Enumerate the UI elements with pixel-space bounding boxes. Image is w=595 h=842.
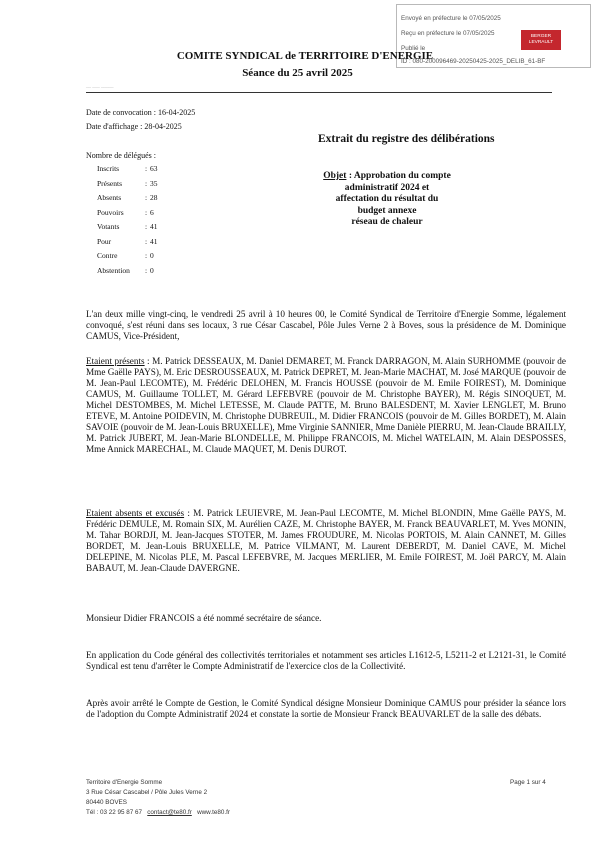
stamp-published: Publié le [401, 45, 426, 52]
delegate-value: 0 [150, 251, 154, 260]
session-date: Séance du 25 avril 2025 [242, 67, 353, 79]
delegate-label: Absents [97, 193, 122, 202]
delegates-heading: Nombre de délégués : [86, 151, 156, 160]
stamp-received: Reçu en préfecture le 07/05/2025 [401, 30, 495, 37]
delegate-label: Contre [97, 251, 118, 260]
convocation-date: Date de convocation : 16-04-2025 [86, 108, 196, 117]
delegate-label: Inscrits [97, 164, 120, 173]
header-smudge: __ ___ _____ [86, 84, 114, 89]
secretary-paragraph: Monsieur Didier FRANCOIS a été nommé secrétaire de séance. [86, 613, 322, 623]
footer-web-link[interactable]: www.te80.fr [197, 809, 230, 816]
objet-label: Objet [323, 171, 347, 181]
delegate-separator: : [145, 193, 148, 202]
delegate-label: Pouvoirs [97, 207, 124, 217]
footer-address: 3 Rue César Cascabel / Pôle Jules Verne 2 [86, 789, 208, 796]
application-paragraph: En application du Code général des collectivités territoriales et notamment ses articles L1612-5, L5211-2 et L2121-31, le Comité Syndical est tenu d'arrêter le Compte Administratif de l'exercice clos de la Collectivité. [86, 650, 566, 671]
present-paragraph [86, 356, 566, 455]
delegate-label: Abstention [97, 265, 130, 275]
berger-levrault-logo: BERGER LEVRAULT [521, 30, 561, 50]
stamp-id: ID : 080-200096469-20250425-2025_DELIB_61-BF [401, 58, 546, 65]
delegate-value: 35 [150, 178, 158, 188]
delegate-label: Pour [97, 236, 112, 246]
extract-title: Extrait du registre des délibérations [318, 133, 495, 145]
footer-email-link[interactable]: contact@te80.fr [147, 809, 192, 816]
delegate-value: 6 [150, 207, 154, 217]
present-label: Etaient présents [86, 356, 145, 366]
delegate-separator: : [145, 265, 148, 275]
footer-contact [86, 809, 230, 816]
delegate-value: 41 [150, 222, 158, 231]
page-number: Page 1 sur 4 [510, 779, 546, 786]
delegate-value: 63 [150, 164, 158, 173]
delegate-label: Présents [97, 178, 122, 188]
objet-block: Objet : Approbation du compte administratif 2024 et affectation du résultat du budget annexe réseau de chaleur [323, 171, 451, 227]
header-divider [86, 92, 552, 93]
absent-paragraph [86, 508, 566, 574]
absent-list: : M. Patrick LEUIEVRE, M. Jean-Paul LECOMTE, M. Michel BLONDIN, Mme Gaëlle PAYS, M. Frédéric DEMULE, M. Romain SIX, M. Aurélien CAZE, M. Christophe BAYER, M. Franck BEAUVARLET, M. Yves MONIN, M. Tahar BORDJI, M. Jean-Jacques STOTER, M. James FROUDURE, M. Nicolas PORTOIS, M. Alain CANNET, M. Gilles BORDET, M. Jean-Louis BRUXELLE, M. Patrice VILMANT, M. Laurent DEBERDT, M. Daniel CAVE, M. Michel DELEPINE, M. Nicolas PLE, M. Pascal LEFEBVRE, M. Jacques MERLIER, M. Emile FOIREST, M. Joël PARCY, M. Alain BABAUT, M. Jean-Claude DAVERGNE. [86, 508, 566, 573]
stamp-sent: Envoyé en préfecture le 07/05/2025 [401, 15, 501, 22]
present-list: : M. Patrick DESSEAUX, M. Daniel DEMARET, M. Franck DARRAGON, M. Alain SURHOMME (pouvoir de Mme Gaëlle PAYS), M. Eric DESROUSSEAUX, M. Patrick DEPRET, M. Jean-Marie MACHAT, M. José MARQUE (pouvoir de M. Jean-Paul LECOMTE), M. Frédéric DELOHEN, M. Francis HOUSSE (pouvoir de M. Emile FOIREST), M. Dominique CAMUS, M. Guillaume TOLLET, M. Gérard LEFEBVRE (pouvoir de M. Christophe BAYER), M. Régis SINOQUET, M. Michel DESTOMBES, M. Michel LETESSE, M. Claude PATTE, M. Bruno BALESDENT, M. Xavier LENGLET, M. Bruno ETEVE, M. Antoine POIDEVIN, M. Christophe DUBREUIL, M. Didier FRANCOIS (pouvoir de M. Gilles BORDET), M. Alain SAVOIE (pouvoir de M. Jean-Louis BRUXELLE), Mme Virginie SANNIER, Mme Danièle PIERRU, M. Jean-Claude BRAILLY, M. Patrick JUBERT, M. Jean-Marie BLONDELLE, M. Philippe FRANCOIS, M. Michel WATELAIN, M. Alain DESPOSSES, Mme Annick MARECHAL, M. Claude MAQUET, M. Denis DUROT. [86, 356, 566, 454]
footer-city: 80440 BOVES [86, 799, 127, 806]
absent-label: Etaient absents et excusés [86, 508, 185, 518]
delegate-separator: : [145, 164, 148, 173]
delegate-separator: : [145, 178, 148, 188]
delegate-separator: : [145, 207, 148, 217]
footer-tel: Tél : 03 22 95 87 67 [86, 809, 143, 816]
delegate-value: 28 [150, 193, 158, 202]
delegate-value: 41 [150, 236, 158, 246]
delegate-separator: : [145, 236, 148, 246]
document-title: COMITE SYNDICAL de TERRITOIRE D'ENERGIE [176, 50, 434, 62]
delegate-separator: : [145, 251, 148, 260]
delegate-label: Votants [97, 222, 120, 231]
affichage-date: Date d'affichage : 28-04-2025 [86, 122, 182, 131]
after-paragraph: Après avoir arrêté le Compte de Gestion, le Comité Syndical désigne Monsieur Dominique CAMUS pour présider la séance lors de l'adoption du Compte Administratif 2024 et constate la sortie de Monsieur Franck BEAUVARLET de la salle des débats. [86, 698, 566, 719]
delegate-separator: : [145, 222, 148, 231]
delegate-value: 0 [150, 265, 154, 275]
intro-paragraph: L'an deux mille vingt-cinq, le vendredi 25 avril à 10 heures 00, le Comité Syndical de Territoire d'Energie Somme, légalement convoqué, s'est réuni dans ses locaux, 3 rue César Cascabel, Pôle Jules Verne 2 à Boves, sous la présidence de M. Dominique CAMUS, Vice-Président, [86, 309, 566, 341]
footer-org: Territoire d'Energie Somme [86, 779, 163, 786]
